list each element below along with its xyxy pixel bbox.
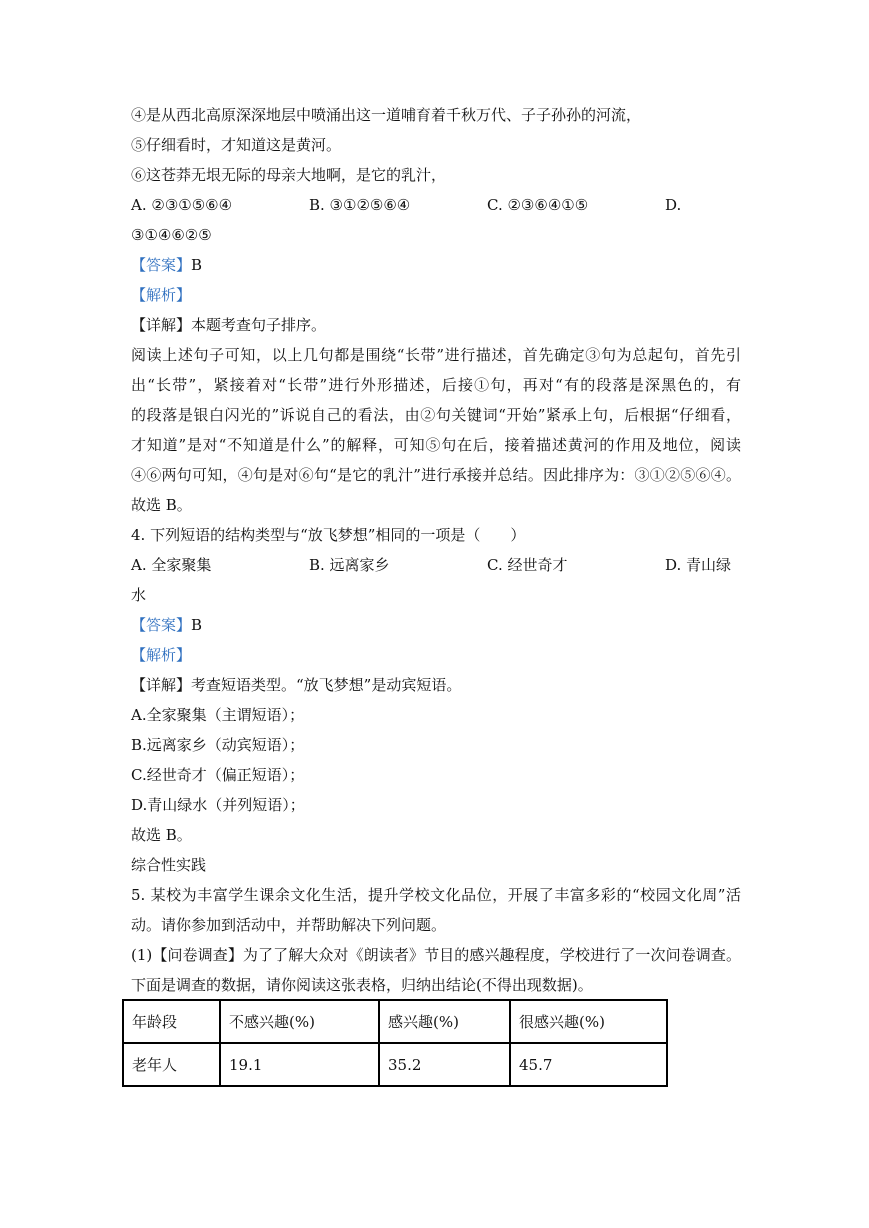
q3-option-a: A. ②③①⑤⑥④ xyxy=(131,196,233,214)
q4-option-a: A. 全家聚集 xyxy=(131,556,212,574)
q3-option-b: B. ③①②⑤⑥④ xyxy=(309,196,411,214)
q3-answer xyxy=(131,250,741,280)
q3-detail: 【详解】本题考查句子排序。 xyxy=(131,316,327,334)
section-title: 综合性实践 xyxy=(131,856,207,874)
sentence-4: ④是从西北高原深深地层中喷涌出这一道哺育着千秋万代、子子孙孙的河流， xyxy=(131,106,642,124)
table-cell: 35.2 xyxy=(379,1043,510,1086)
q3-option-c: C. ②③⑥④①⑤ xyxy=(487,196,589,214)
q5-sub1: (1)【问卷调查】为了了解大众对《朗读者》节目的感兴趣程度，学校进行了一次问卷调查。 xyxy=(131,946,741,964)
answer-value: B xyxy=(191,616,203,634)
q4-item: D.青山绿水（并列短语）； xyxy=(131,796,305,814)
q3-option-d: D. xyxy=(665,196,682,214)
q4-option-d-wrap: 水 xyxy=(131,586,147,604)
table-cell: 老年人 xyxy=(123,1043,220,1086)
q5-sub1-cont: 下面是调查的数据，请你阅读这张表格，归纳出结论(不得出现数据)。 xyxy=(131,976,593,994)
table-cell: 19.1 xyxy=(220,1043,379,1086)
q3-explain-line: 的段落是银白闪光的”诉说自己的看法，由②句关键词“开始”紧承上句，后根据“仔细看， xyxy=(131,406,741,424)
answer-value: B xyxy=(191,256,203,274)
document-page xyxy=(131,100,741,1000)
survey-table xyxy=(122,999,668,1087)
q5-stem-cont: 动。请你参加到活动中，并帮助解决下列问题。 xyxy=(131,916,447,934)
q3-options xyxy=(131,190,741,220)
q3-analysis-tag: 【解析】 xyxy=(131,286,192,304)
q4-option-b: B. 远离家乡 xyxy=(309,556,390,574)
sentence-6: ⑥这苍莽无垠无际的母亲大地啊，是它的乳汁， xyxy=(131,166,447,184)
q4-answer xyxy=(131,610,741,640)
table-row xyxy=(123,1043,667,1086)
q4-item: A.全家聚集（主谓短语）； xyxy=(131,706,305,724)
q4-option-c: C. 经世奇才 xyxy=(487,556,568,574)
q4-item: C.经世奇才（偏正短语）； xyxy=(131,766,305,784)
q5-stem: 5. 某校为丰富学生课余文化生活，提升学校文化品位，开展了丰富多彩的“校园文化周”活 xyxy=(131,886,741,904)
q3-explain-line: 出“长带”，紧接着对“长带”进行外形描述，后接①句，再对“有的段落是深黑色的，有 xyxy=(131,376,741,394)
q4-item: B.远离家乡（动宾短语）； xyxy=(131,736,305,754)
q3-conclusion: 故选 B。 xyxy=(131,496,192,514)
table-header-cell: 很感兴趣(%) xyxy=(510,1000,667,1043)
q4-options xyxy=(131,550,741,580)
q4-analysis-tag: 【解析】 xyxy=(131,646,192,664)
table-header-cell: 不感兴趣(%) xyxy=(220,1000,379,1043)
table-header-row xyxy=(123,1000,667,1043)
table-header-cell: 感兴趣(%) xyxy=(379,1000,510,1043)
table-cell: 45.7 xyxy=(510,1043,667,1086)
q4-option-d: D. 青山绿 xyxy=(665,556,732,574)
table-header-cell: 年龄段 xyxy=(123,1000,220,1043)
q4-stem: 4. 下列短语的结构类型与“放飞梦想”相同的一项是（ ） xyxy=(131,526,526,544)
q4-conclusion: 故选 B。 xyxy=(131,826,192,844)
q3-explain-line: ④⑥两句可知，④句是对⑥句“是它的乳汁”进行承接并总结。因此排序为：③①②⑤⑥④。 xyxy=(131,466,741,484)
q3-explain-line: 才知道”是对“不知道是什么”的解释，可知⑤句在后，接着描述黄河的作用及地位，阅读 xyxy=(131,436,741,454)
sentence-5: ⑤仔细看时，才知道这是黄河。 xyxy=(131,136,342,154)
answer-tag: 【答案】 xyxy=(131,256,192,274)
q3-option-d-text: ③①④⑥②⑤ xyxy=(131,226,212,244)
q3-explain-line: 阅读上述句子可知，以上几句都是围绕“长带”进行描述，首先确定③句为总起句，首先引 xyxy=(131,346,741,364)
answer-tag: 【答案】 xyxy=(131,616,192,634)
q4-detail: 【详解】考查短语类型。“放飞梦想”是动宾短语。 xyxy=(131,676,462,694)
